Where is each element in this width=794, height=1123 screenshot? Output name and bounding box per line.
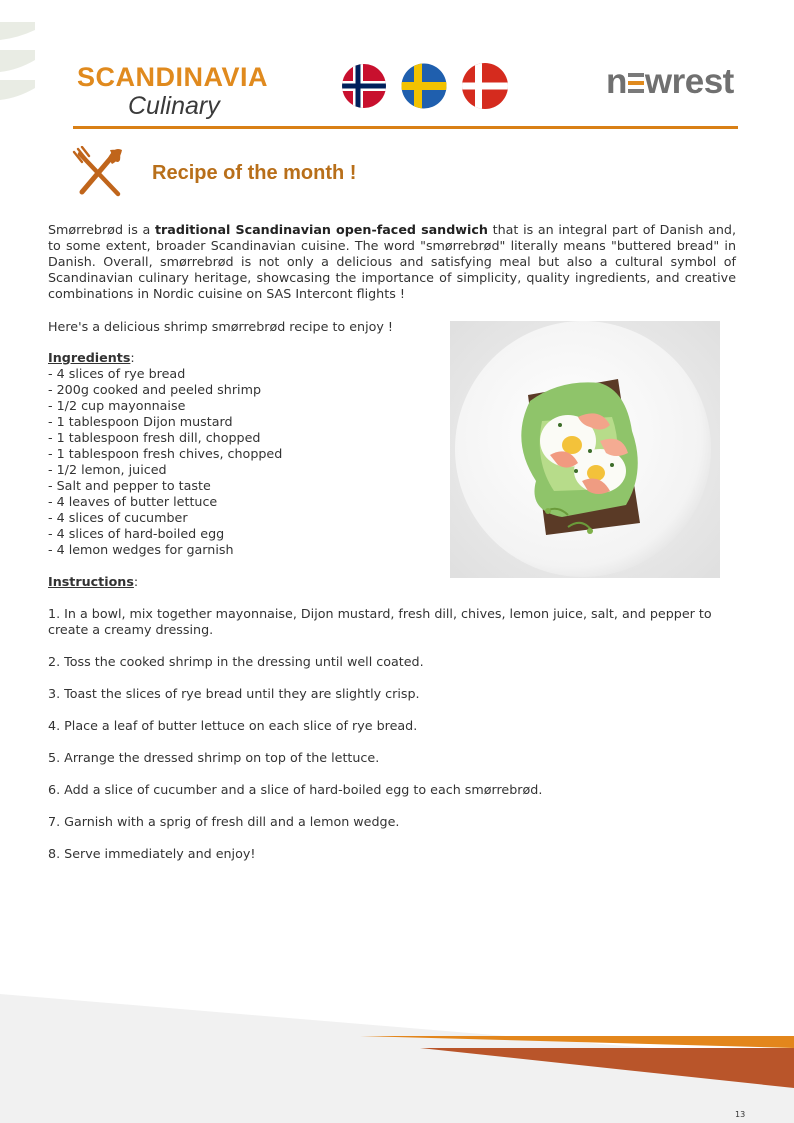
ingredients-list [48,366,282,558]
list-item: - 4 slices of rye bread [48,366,186,381]
list-item: - 1 tablespoon fresh chives, chopped [48,446,283,461]
instruction-step: 7. Garnish with a sprig of fresh dill and a lemon wedge. [48,814,400,829]
newrest-logo: n wrest [606,62,734,102]
instruction-step: 6. Add a slice of cucumber and a slice of hard-boiled egg to each smørrebrød. [48,782,543,797]
intro-suffix: that is an integral part of Danish and, to some extent, broader Scandinavian cuisine. The word "smørrebrød" literally means "buttered bread" in Danish. Overall, smørrebrød is not only a delicious and satisfying meal but also a cultural symbol of Scandinavian culinary heritage, showcasing the importance of simplicity, quality ingredients, and creative combinations in Nordic cuisine on SAS Intercont flights ! [48,222,736,301]
instruction-step: 1. In a bowl, mix together mayonnaise, Dijon mustard, fresh dill, chives, lemon juice, salt, and pepper to create a creamy dressing. [48,606,712,637]
norway-flag-icon [340,62,388,110]
corner-decoration [0,18,40,103]
fork-knife-icon [70,146,126,198]
page-number: 13 [735,1110,746,1119]
list-item: - 1/2 lemon, juiced [48,462,167,477]
instructions-title-text: Instructions [48,574,134,589]
instruction-step: 2. Toss the cooked shrimp in the dressing until well coated. [48,654,424,669]
instruction-step: 3. Toast the slices of rye bread until they are slightly crisp. [48,686,420,701]
header-divider [73,126,738,129]
logo-text [606,62,738,102]
list-item: - 1 tablespoon fresh dill, chopped [48,430,261,445]
logo-stripes [628,72,644,94]
footer-decoration [0,990,794,1123]
instructions-list [48,606,736,878]
intro-paragraph [48,222,736,302]
sweden-flag-icon [400,62,448,110]
list-item: - 4 leaves of butter lettuce [48,494,218,509]
instruction-step: 5. Arrange the dressed shrimp on top of the lettuce. [48,750,380,765]
list-item: - 4 slices of cucumber [48,510,188,525]
ingredients-title-text: Ingredients [48,350,131,365]
list-item: - 200g cooked and peeled shrimp [48,382,261,397]
recipe-intro: Here's a delicious shrimp smørrebrød recipe to enjoy ! [48,319,393,334]
instructions-title: Instructions: [48,574,139,589]
denmark-flag-icon [461,62,509,110]
list-item: - 1/2 cup mayonnaise [48,398,186,413]
list-item: - Salt and pepper to taste [48,478,211,493]
intro-prefix: Smørrebrød is a [48,222,155,237]
list-item: - 1 tablespoon Dijon mustard [48,414,233,429]
section-heading: Recipe of the month ! [152,162,357,184]
instruction-step: 4. Place a leaf of butter lettuce on each slice of rye bread. [48,718,418,733]
ingredients-title: Ingredients: [48,350,135,365]
list-item: - 4 slices of hard-boiled egg [48,526,225,541]
brand-subtitle: Culinary [128,92,220,120]
smorrebrod-photo [450,321,720,578]
intro-bold: traditional Scandinavian open-faced sandwich [154,222,488,237]
brand-title: SCANDINAVIA [77,62,269,92]
list-item: - 4 lemon wedges for garnish [48,542,234,557]
instruction-step: 8. Serve immediately and enjoy! [48,846,256,861]
